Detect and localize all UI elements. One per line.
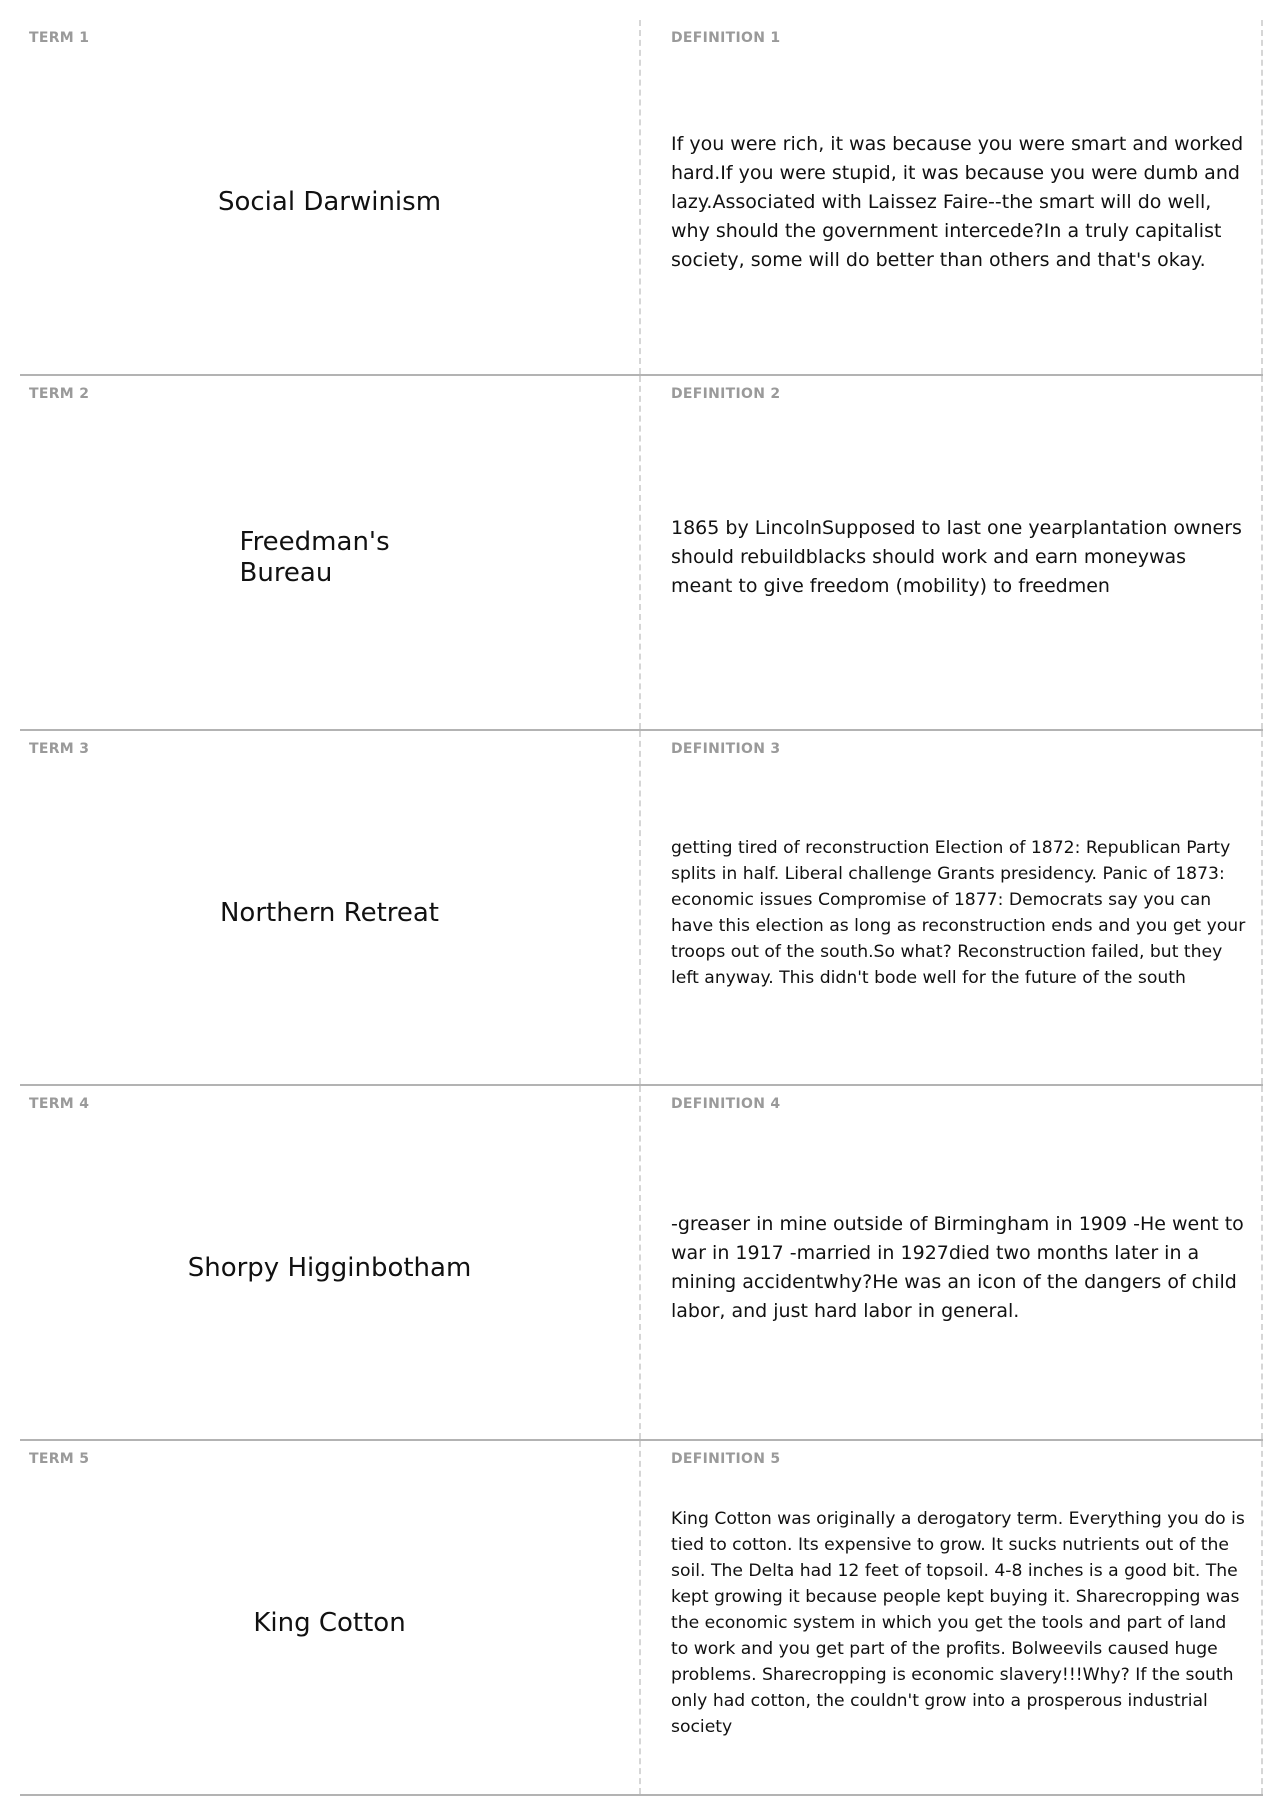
definition-text: getting tired of reconstruction Election of 1872: Republican Party splits in half. Liberal challenge Grants presidency. Panic of 1873: economic issues Compromise of 1877: Democrats say you can have this election as long as reconstruction ends and you get your troops out of the south.So what? Reconstruction failed, but they left anyway. This didn't bode well for the future of the south: [671, 837, 1246, 988]
definition-text: King Cotton was originally a derogatory term. Everything you do is tied to cotton. Its expensive to grow. It sucks nutrients out of the soil. The Delta had 12 feet of topsoil. 4-8 inches is a good bit. The kept growing it because people kept buying it. Sharecropping was the economic system in which you get the tools and part of land to work and you get part of the profits. Bolweevils caused huge problems. Sharecropping is economic slavery!!!Why? If the south only had cotton, the couldn't grow into a prosperous industrial society: [671, 1508, 1245, 1737]
term-label: TERM 2: [29, 386, 90, 402]
term-label: TERM 4: [29, 1096, 90, 1112]
definition-label: DEFINITION 4: [671, 1096, 781, 1112]
definition-label: DEFINITION 2: [671, 386, 781, 402]
definition-text: 1865 by LincolnSupposed to last one yearplantation owners should rebuildblacks should work and earn moneywas meant to give freedom (mobility) to freedmen: [671, 517, 1242, 597]
definition-cell: [641, 20, 1263, 374]
definition-label: DEFINITION 3: [671, 741, 781, 757]
definition-cell: [641, 376, 1263, 729]
term-text: Northern Retreat: [219, 897, 440, 928]
term-cell: [20, 20, 641, 374]
flashcard-row-1: [20, 20, 1263, 376]
term-text: Social Darwinism: [217, 187, 442, 217]
definition-text: If you were rich, it was because you were smart and worked hard.If you were stupid, it was because you were dumb and lazy.Associated with Laissez Faire--the smart will do well, why should the government intercede?In a truly capitalist society, some will do better than others and that's okay.: [671, 132, 1244, 271]
term-text: Freedman's Bureau: [239, 526, 390, 588]
term-label: TERM 1: [29, 30, 90, 46]
definition-text: -greaser in mine outside of Birmingham in 1909 -He went to war in 1917 -married in 1927died two months later in a mining accidentwhy?He was an icon of the dangers of child labor, and just hard labor in general.: [671, 1212, 1244, 1322]
flashcard-sheet: [20, 20, 1263, 1796]
definition-label: DEFINITION 5: [671, 1451, 781, 1467]
definition-cell: [641, 1441, 1263, 1794]
term-cell: [20, 1441, 641, 1794]
term-label: TERM 5: [29, 1451, 90, 1467]
definition-cell: [641, 1086, 1263, 1439]
term-text: King Cotton: [253, 1607, 406, 1638]
flashcard-row-3: [20, 731, 1263, 1086]
flashcard-row-5: [20, 1441, 1263, 1796]
flashcard-row-2: [20, 376, 1263, 731]
definition-label: DEFINITION 1: [671, 30, 781, 46]
term-cell: [20, 376, 641, 729]
term-text: Shorpy Higginbotham: [187, 1252, 472, 1283]
flashcard-row-4: [20, 1086, 1263, 1441]
definition-cell: [641, 731, 1263, 1084]
term-cell: [20, 731, 641, 1084]
term-cell: [20, 1086, 641, 1439]
term-label: TERM 3: [29, 741, 90, 757]
